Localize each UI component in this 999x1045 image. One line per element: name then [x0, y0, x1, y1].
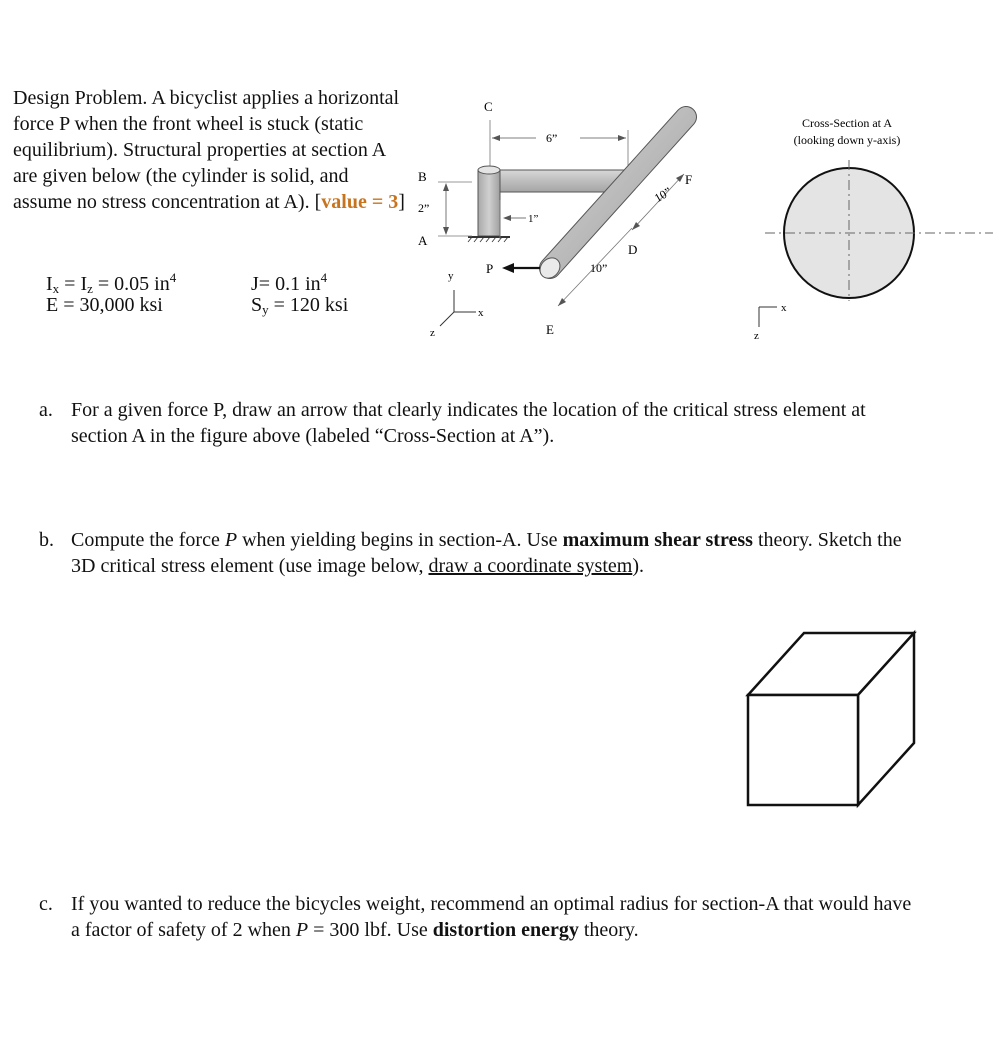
question-c: [39, 891, 919, 943]
stem-vertical-tube: [478, 170, 500, 236]
question-b: [39, 527, 911, 579]
value-close-bracket: ]: [398, 191, 405, 213]
label-dim-10-lower: 10”: [590, 261, 608, 275]
question-b-underline: draw a coordinate system: [428, 555, 633, 577]
question-b-bold: maximum shear stress: [562, 529, 753, 551]
cross-section-title: Cross-Section at A: [802, 116, 892, 130]
label-c: C: [484, 99, 493, 114]
problem-text: A bicyclist applies a horizontal force P when the front wheel is stuck (static equilibrium). Structural properties at section A are given below (the cylinder is solid, and assume no stress concentration at A).: [13, 87, 400, 213]
cs-axis-z-label: z: [754, 330, 759, 342]
label-b: B: [418, 169, 427, 184]
label-axis-y: y: [448, 270, 454, 282]
label-dim-10-upper: 10”: [651, 184, 674, 206]
label-axis-z: z: [430, 327, 435, 339]
label-f: F: [685, 172, 693, 187]
label-dim-2: 2”: [418, 201, 430, 215]
question-b-marker: b.: [39, 529, 54, 551]
label-d: D: [628, 242, 638, 257]
dim-6-arrow-left: [492, 135, 500, 141]
label-p: P: [486, 261, 494, 276]
property-j: J= 0.1 $in^4$: [251, 270, 328, 295]
question-c-bold: distortion energy: [432, 919, 579, 941]
dim-6-arrow-right: [618, 135, 626, 141]
label-e: E: [546, 322, 554, 337]
cs-axis-x-label: x: [781, 302, 787, 314]
question-c-text: If you wanted to reduce the bicycles weight, recommend an optimal radius for section-A that would have a factor of safety of 2 when P = 300 lbf. Use distortion energy theory.: [71, 893, 912, 941]
question-b-text: Compute the force P when yielding begins in section-A. Use maximum shear stress theory. Sketch the 3D critical stress element (use image below, draw a coordinate system).: [71, 529, 902, 577]
force-p-arrowhead: [502, 263, 514, 273]
question-a: [39, 397, 919, 449]
axis-z-line: [440, 312, 454, 326]
label-dim-6: 6”: [546, 131, 558, 145]
property-sy: $S_y = 120$ ksi: [251, 294, 349, 317]
value-label: value = 3: [321, 191, 399, 213]
property-e: E = 30,000 ksi: [46, 294, 163, 316]
value-open-bracket: [: [314, 191, 322, 213]
property-ix-iz: $I_x = I_z = 0.05$ $in^4$: [46, 270, 177, 296]
stress-element-cube: [740, 625, 925, 810]
label-a: A: [418, 233, 428, 248]
cross-section-subtitle: (looking down y-axis): [793, 133, 901, 147]
stem-top-cap: [478, 166, 500, 174]
problem-lead: Design Problem.: [13, 87, 148, 109]
handlebar-figure: [410, 90, 730, 350]
problem-statement: [13, 85, 405, 215]
question-a-marker: a.: [39, 399, 53, 421]
question-c-marker: c.: [39, 893, 53, 915]
cube-front-face: [748, 695, 858, 805]
cross-section-figure: [745, 105, 995, 345]
label-axis-x: x: [478, 307, 484, 319]
question-a-text: For a given force P, draw an arrow that clearly indicates the location of the critical stress element at section A in the figure above (labeled “Cross-Section at A”).: [71, 399, 866, 447]
label-dim-1: 1”: [528, 213, 539, 225]
